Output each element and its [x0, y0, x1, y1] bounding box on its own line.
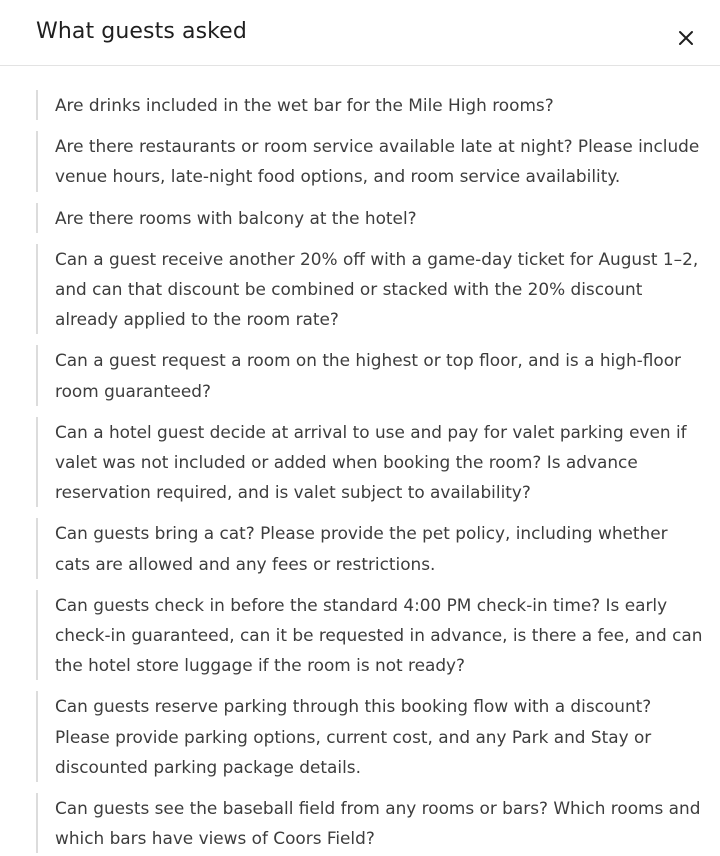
question-item: Can guests reserve parking through this booking flow with a discount? Please provide parking options, current cost, and any Park and Stay or discounted parking package details. [36, 691, 716, 782]
question-item: Can guests check in before the standard 4:00 PM check-in time? Is early check-in guaranteed, can it be requested in advance, is there a fee, and can the hotel store luggage if the room is not ready? [36, 590, 716, 681]
question-item: Can a guest receive another 20% off with a game-day ticket for August 1–2, and can that discount be combined or stacked with the 20% discount already applied to the room rate? [36, 244, 716, 335]
dialog-header [0, 0, 720, 66]
question-item: Can a hotel guest decide at arrival to use and pay for valet parking even if valet was not included or added when booking the room? Is advance reservation required, and is valet subject to availability? [36, 417, 716, 508]
question-list [0, 66, 720, 853]
question-item: Are drinks included in the wet bar for the Mile High rooms? [36, 90, 716, 120]
close-icon [678, 30, 694, 46]
question-item: Can guests bring a cat? Please provide the pet policy, including whether cats are allowed and any fees or restrictions. [36, 518, 716, 578]
question-item: Can guests see the baseball field from any rooms or bars? Which rooms and which bars have views of Coors Field? [36, 793, 716, 853]
dialog-title: What guests asked [36, 19, 247, 44]
question-item: Are there restaurants or room service available late at night? Please include venue hours, late-night food options, and room service availability. [36, 131, 716, 191]
question-item: Can a guest request a room on the highest or top floor, and is a high-floor room guaranteed? [36, 345, 716, 405]
question-item: Are there rooms with balcony at the hotel? [36, 203, 716, 233]
close-button[interactable] [672, 24, 700, 52]
